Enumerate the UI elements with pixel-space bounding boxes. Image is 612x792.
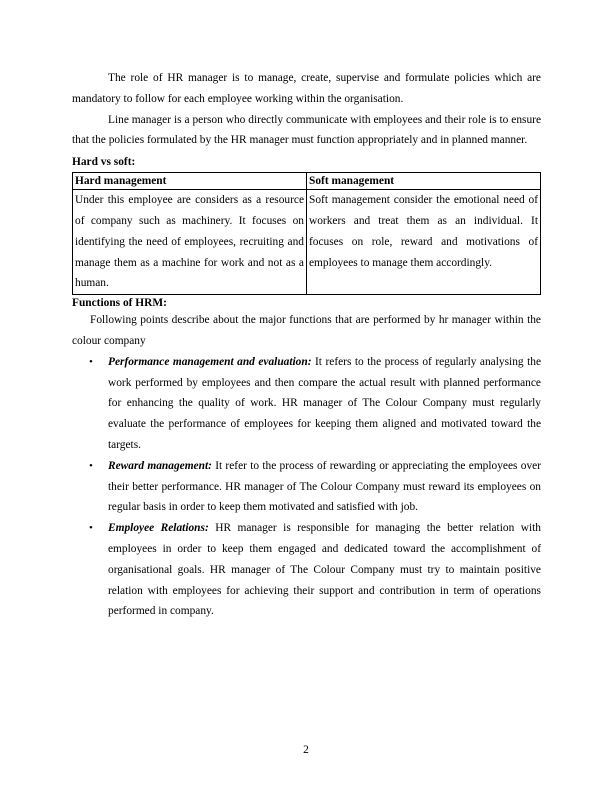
list-item-text: It refer to the process of rewarding or appreciating the employees over their better performance. HR manager of The Colour Company must reward its employees on regular basis in order to keep them motivated and satisfied with job. xyxy=(108,459,541,514)
list-item xyxy=(72,518,541,622)
table-header-hard: Hard management xyxy=(73,173,307,190)
document-page xyxy=(72,68,541,622)
hard-vs-soft-table xyxy=(72,172,541,295)
list-item-lead: Employee Relations: xyxy=(108,522,209,535)
list-item-lead: Reward management: xyxy=(108,459,212,472)
bullet-icon: • xyxy=(89,459,93,472)
table-header-soft: Soft management xyxy=(307,173,541,190)
table-cell-soft: Soft management consider the emotional need of workers and treat them as an individual. It focuses on role, reward and motivations of employees to manage them accordingly. xyxy=(307,190,541,295)
table-header-row xyxy=(73,173,541,190)
table-row xyxy=(73,190,541,295)
list-item xyxy=(72,352,541,456)
list-item-text: It refers to the process of regularly analysing the work performed by employees and then compare the actual result with planned performance for enhancing the quality of work. HR manager of The Colour Company must regularly evaluate the performance of employees for keeping them aligned and motivated toward the targets. xyxy=(108,355,542,451)
paragraph-line-manager: Line manager is a person who directly communicate with employees and their role is to ensure that the policies formulated by the HR manager must function appropriately and in planned manner. xyxy=(72,113,541,147)
paragraph-functions-intro: Following points describe about the major functions that are performed by hr manager within the colour company xyxy=(72,314,541,347)
table-cell-hard: Under this employee are considers as a resource of company such as machinery. It focuses on identifying the need of employees, recruiting and manage them as a machine for work and not as a human. xyxy=(73,190,307,295)
bullet-icon: • xyxy=(89,522,93,535)
list-item-text: HR manager is responsible for managing the better relation with employees in order to keep them engaged and dedicated toward the accomplishment of organisational goals. HR manager of The Colour Company must try to maintain positive relation with employees for achieving their support and contribution in term of operations performed in company. xyxy=(108,522,541,618)
heading-hard-vs-soft: Hard vs soft: xyxy=(72,156,136,169)
list-item xyxy=(72,456,541,518)
paragraph-role-hr-manager: The role of HR manager is to manage, create, supervise and formulate policies which are mandatory to follow for each employee working within the organisation. xyxy=(72,72,541,105)
page-number: 2 xyxy=(303,744,309,756)
list-item-lead: Performance management and evaluation: xyxy=(108,355,312,368)
bullet-icon: • xyxy=(89,355,93,368)
functions-list xyxy=(72,352,541,622)
heading-functions-of-hrm: Functions of HRM: xyxy=(72,297,167,310)
